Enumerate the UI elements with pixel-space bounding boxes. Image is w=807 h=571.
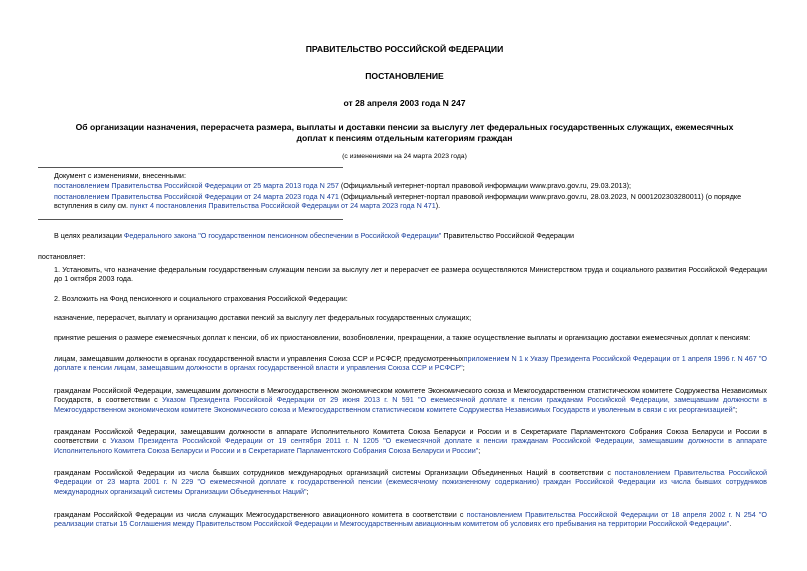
document-title: Об организации назначения, перерасчета размера, выплаты и доставки пенсии за выслугу лет федеральных государственных служащих, ежемесячных доплат к пенсиям отдельным категориям граждан	[75, 122, 734, 143]
decree-467-start: лицам, замещавшим должности в органах государственной власти и управления Союза ССР и РСФСР, предусмотренных	[54, 354, 464, 363]
divider-bottom	[38, 219, 343, 220]
preamble-end: Правительство Российской Федерации	[441, 231, 575, 240]
decree-1205-link[interactable]: Указом Президента Российской Федерации от 19 сентября 2011 г. N 1205 "О ежемесячной доплате к пенсии гражданам Российской Федерации, замещавшим должности в аппарате Исполнительного Комитета Союза Беларуси и России и в Секретариате Парламентского Собрания Союза Беларуси и России"	[54, 436, 767, 455]
amendments-block	[54, 171, 767, 211]
resolution-254-end: .	[729, 519, 732, 529]
decree-591-end: ;	[735, 404, 738, 414]
paragraph-decree-1205	[54, 427, 767, 455]
document-type-heading: ПОСТАНОВЛЕНИЕ	[365, 71, 444, 81]
decree-591-start: гражданам Российской Федерации, замещавшим должности в Межгосударственном экономическом комитете Экономического союза и Межгосударственном статистическом комитете Содружества Независимых Государств, в соответствии с	[54, 386, 767, 405]
amendment-tail-2: (Официальный интернет-портал правовой информации www.pravo.gov.ru, 28.03.2023, N 0001202303280011) (о порядке вступления в силу см.	[54, 191, 742, 211]
government-heading: ПРАВИТЕЛЬСТВО РОССИЙСКОЙ ФЕДЕРАЦИИ	[305, 44, 504, 54]
paragraph-decree-467	[54, 354, 767, 373]
document-date: от 28 апреля 2003 года N 247	[343, 98, 466, 108]
paragraph-2: 2. Возложить на Фонд пенсионного и социального страхования Российской Федерации:	[54, 294, 348, 303]
paragraph-decree-591	[54, 386, 767, 414]
paragraph-2-item-1: назначение, перерасчет, выплату и организацию доставки пенсий за выслугу лет федеральных государственных служащих;	[54, 313, 472, 322]
amendment-item-1	[54, 181, 767, 190]
paragraph-resolution-229	[54, 468, 767, 496]
decree-467-end: ;	[462, 363, 465, 373]
preamble-start: В целях реализации	[54, 231, 124, 240]
federal-law-link[interactable]: Федерального закона "О государственном пенсионном обеспечении в Российской Федерации"	[123, 231, 442, 240]
decree-591-link[interactable]: Указом Президента Российской Федерации от 29 июня 2013 г. N 591 "О ежемесячной доплате к пенсии гражданам Российской Федерации, замещавшим должности в Межгосударственном экономическом комитете Экономического союза и Межгосударственном статистическом комитете Содружества Независимых Государств и уволенным в связи с их реорганизацией"	[54, 395, 768, 414]
amendment-link-3[interactable]: пункт 4 постановления Правительства Российской Федерации от 24 марта 2023 года N 471	[130, 201, 436, 211]
amendment-link-1[interactable]: постановлением Правительства Российской Федерации от 25 марта 2013 года N 257	[54, 181, 339, 191]
amendment-tail-1: (Официальный интернет-портал правовой информации www.pravo.gov.ru, 29.03.2013);	[338, 181, 632, 191]
resolution-229-end: ;	[306, 486, 309, 496]
paragraph-2-item-2: принятие решения о размере ежемесячных доплат к пенсии, об их приостановлении, возобновлении, прекращении, а также осуществление выплаты и организацию доставки ежемесячных доплат к пенсиям:	[54, 333, 751, 342]
decree-467-link[interactable]: приложением N 1 к Указу Президента Российской Федерации от 1 апреля 1996 г. N 467 "О доплате к пенсии лицам, замещавшим должности в органах государственной власти и управления Союза ССР и РСФСР"	[54, 354, 767, 373]
divider-top	[38, 167, 343, 168]
paragraph-1: 1. Установить, что назначение федеральным государственным служащим пенсии за выслугу лет и перерасчет ее размера осуществляются Министерством труда и социального развития Российской Федерации до 1 октября 2003 года.	[54, 265, 767, 284]
resolution-229-start: гражданам Российской Федерации из числа бывших сотрудников международных организаций системы Организации Объединенных Наций в соответствии с	[54, 468, 615, 477]
resolution-254-link[interactable]: постановлением Правительства Российской Федерации от 18 апреля 2002 г. N 254 "О реализации статьи 15 Соглашения между Правительством Российской Федерации и Межгосударственным авиационным комитетом об условиях его пребывания на территории Российской Федерации"	[54, 510, 767, 529]
resolution-254-start: гражданам Российской Федерации из числа служащих Межгосударственного авиационного комитета в соответствии с	[54, 510, 467, 519]
amendment-link-2[interactable]: постановлением Правительства Российской Федерации от 24 марта 2023 года N 471	[54, 191, 339, 201]
changes-note: (с изменениями на 24 марта 2023 года)	[342, 153, 467, 160]
paragraph-resolution-254	[54, 510, 767, 529]
paragraph-preamble	[54, 231, 767, 240]
paragraph-resolves: постановляет:	[38, 252, 86, 261]
amendments-intro: Документ с изменениями, внесенными:	[54, 171, 186, 180]
decree-1205-start: гражданам Российской Федерации, замещавшим должности в аппарате Исполнительного Комитета Союза Беларуси и России и в Секретариате Парламентского Собрания Союза Беларуси и России в соответствии с	[54, 427, 767, 446]
amendment-end-2: ).	[435, 201, 441, 211]
resolution-229-link[interactable]: постановлением Правительства Российской Федерации от 23 марта 2001 г. N 229 "О ежемесячной доплате к государственной пенсии (ежемесячному пожизненному содержанию) граждан Российской Федерации из числа бывших сотрудников международных организаций системы Организации Объединенных Наций"	[54, 468, 767, 496]
amendment-item-2	[54, 192, 767, 211]
decree-1205-end: ;	[478, 445, 481, 455]
